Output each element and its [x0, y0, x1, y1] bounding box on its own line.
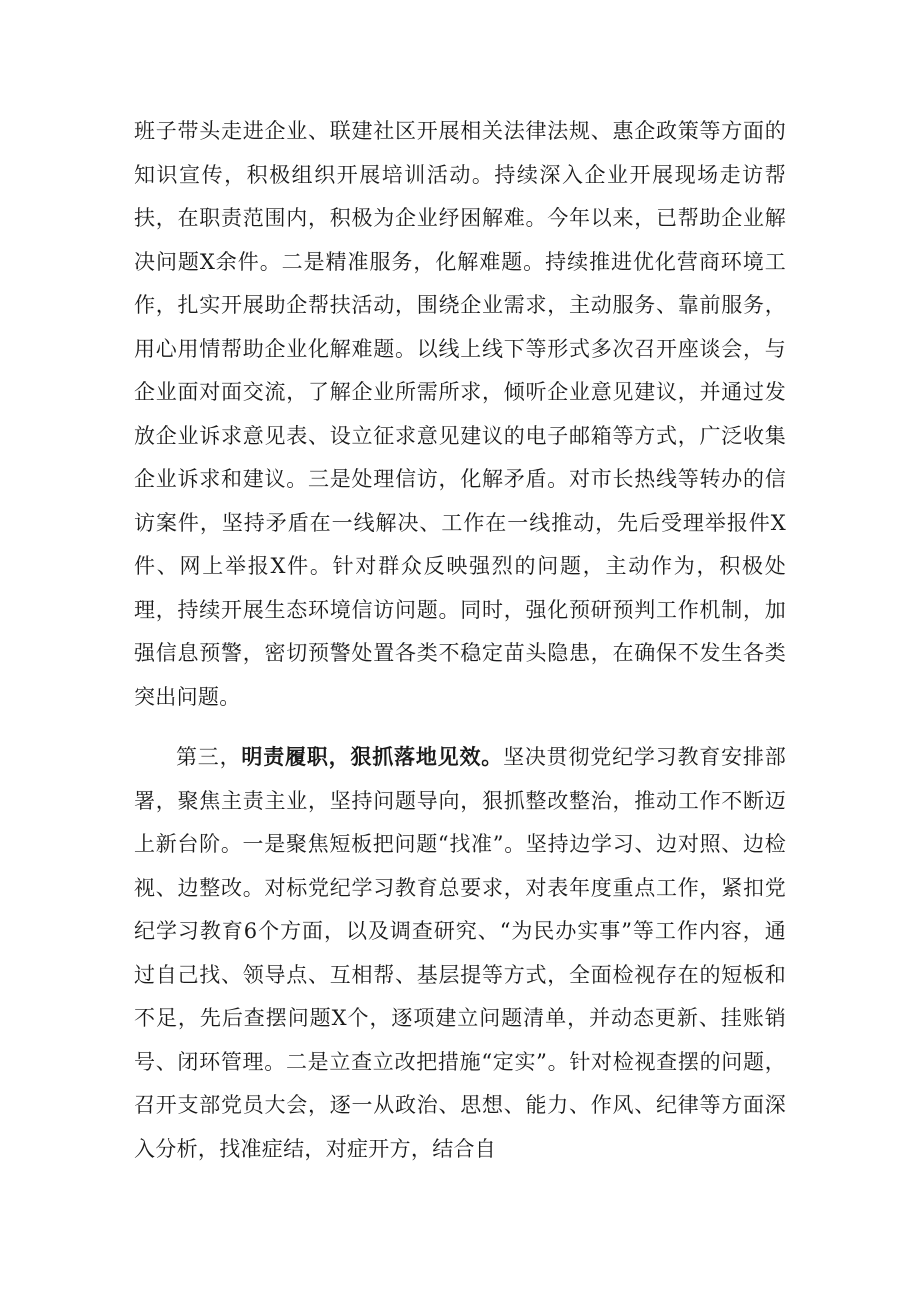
paragraph-text: 班子带头走进企业、联建社区开展相关法律法规、惠企政策等方面的知识宣传，积极组织开展培训活动。持续深入企业开展现场走访帮扶，在职责范围内，积极为企业纾困解难。今年以来，已帮助企业解决问题X余件。二是精准服务，化解难题。持续推进优化营商环境工作，扎实开展助企帮扶活动，围绕企业需求，主动服务、靠前服务，用心用情帮助企业化解难题。以线上线下等形式多次召开座谈会，与企业面对面交流，了解企业所需所求，倾听企业意见建议，并通过发放企业诉求意见表、设立征求意见建议的电子邮箱等方式，广泛收集企业诉求和建议。三是处理信访，化解矛盾。对市长热线等转办的信访案件，坚持矛盾在一线解决、工作在一线推动，先后受理举报件X件、网上举报X件。针对群众反映强烈的问题，主动作为，积极处理，持续开展生态环境信访问题。同时，强化预研预判工作机制，加强信息预警，密切预警处置各类不稳定苗头隐患，在确保不发生各类突出问题。: [134, 119, 786, 709]
paragraph-heading-bold: 明责履职，狠抓落地见效。: [241, 744, 504, 769]
paragraph-text: 坚决贯彻党纪学习教育安排部署，聚焦主责主业，坚持问题导向，狠抓整改整治，推动工作不断迈上新台阶。一是聚焦短板把问题“找准”。坚持边学习、边对照、边检视、边整改。对标党纪学习教育总要求，对表年度重点工作，紧扣党纪学习教育6个方面，以及调查研究、“为民办实事”等工作内容，通过自己找、领导点、互相帮、基层提等方式，全面检视存在的短板和不足，先后查摆问题X个，逐项建立问题清单，并动态更新、挂账销号、闭环管理。二是立查立改把措施“定实”。针对检视查摆的问题，召开支部党员大会，逐一从政治、思想、能力、作风、纪律等方面深入分析，找准症结，对症开方，结合自: [134, 745, 786, 1161]
paragraph-continuation: [134, 110, 786, 719]
document-body: [134, 110, 786, 1171]
paragraph-lead: 第三，: [176, 745, 242, 769]
paragraph-third-point: [134, 735, 786, 1171]
